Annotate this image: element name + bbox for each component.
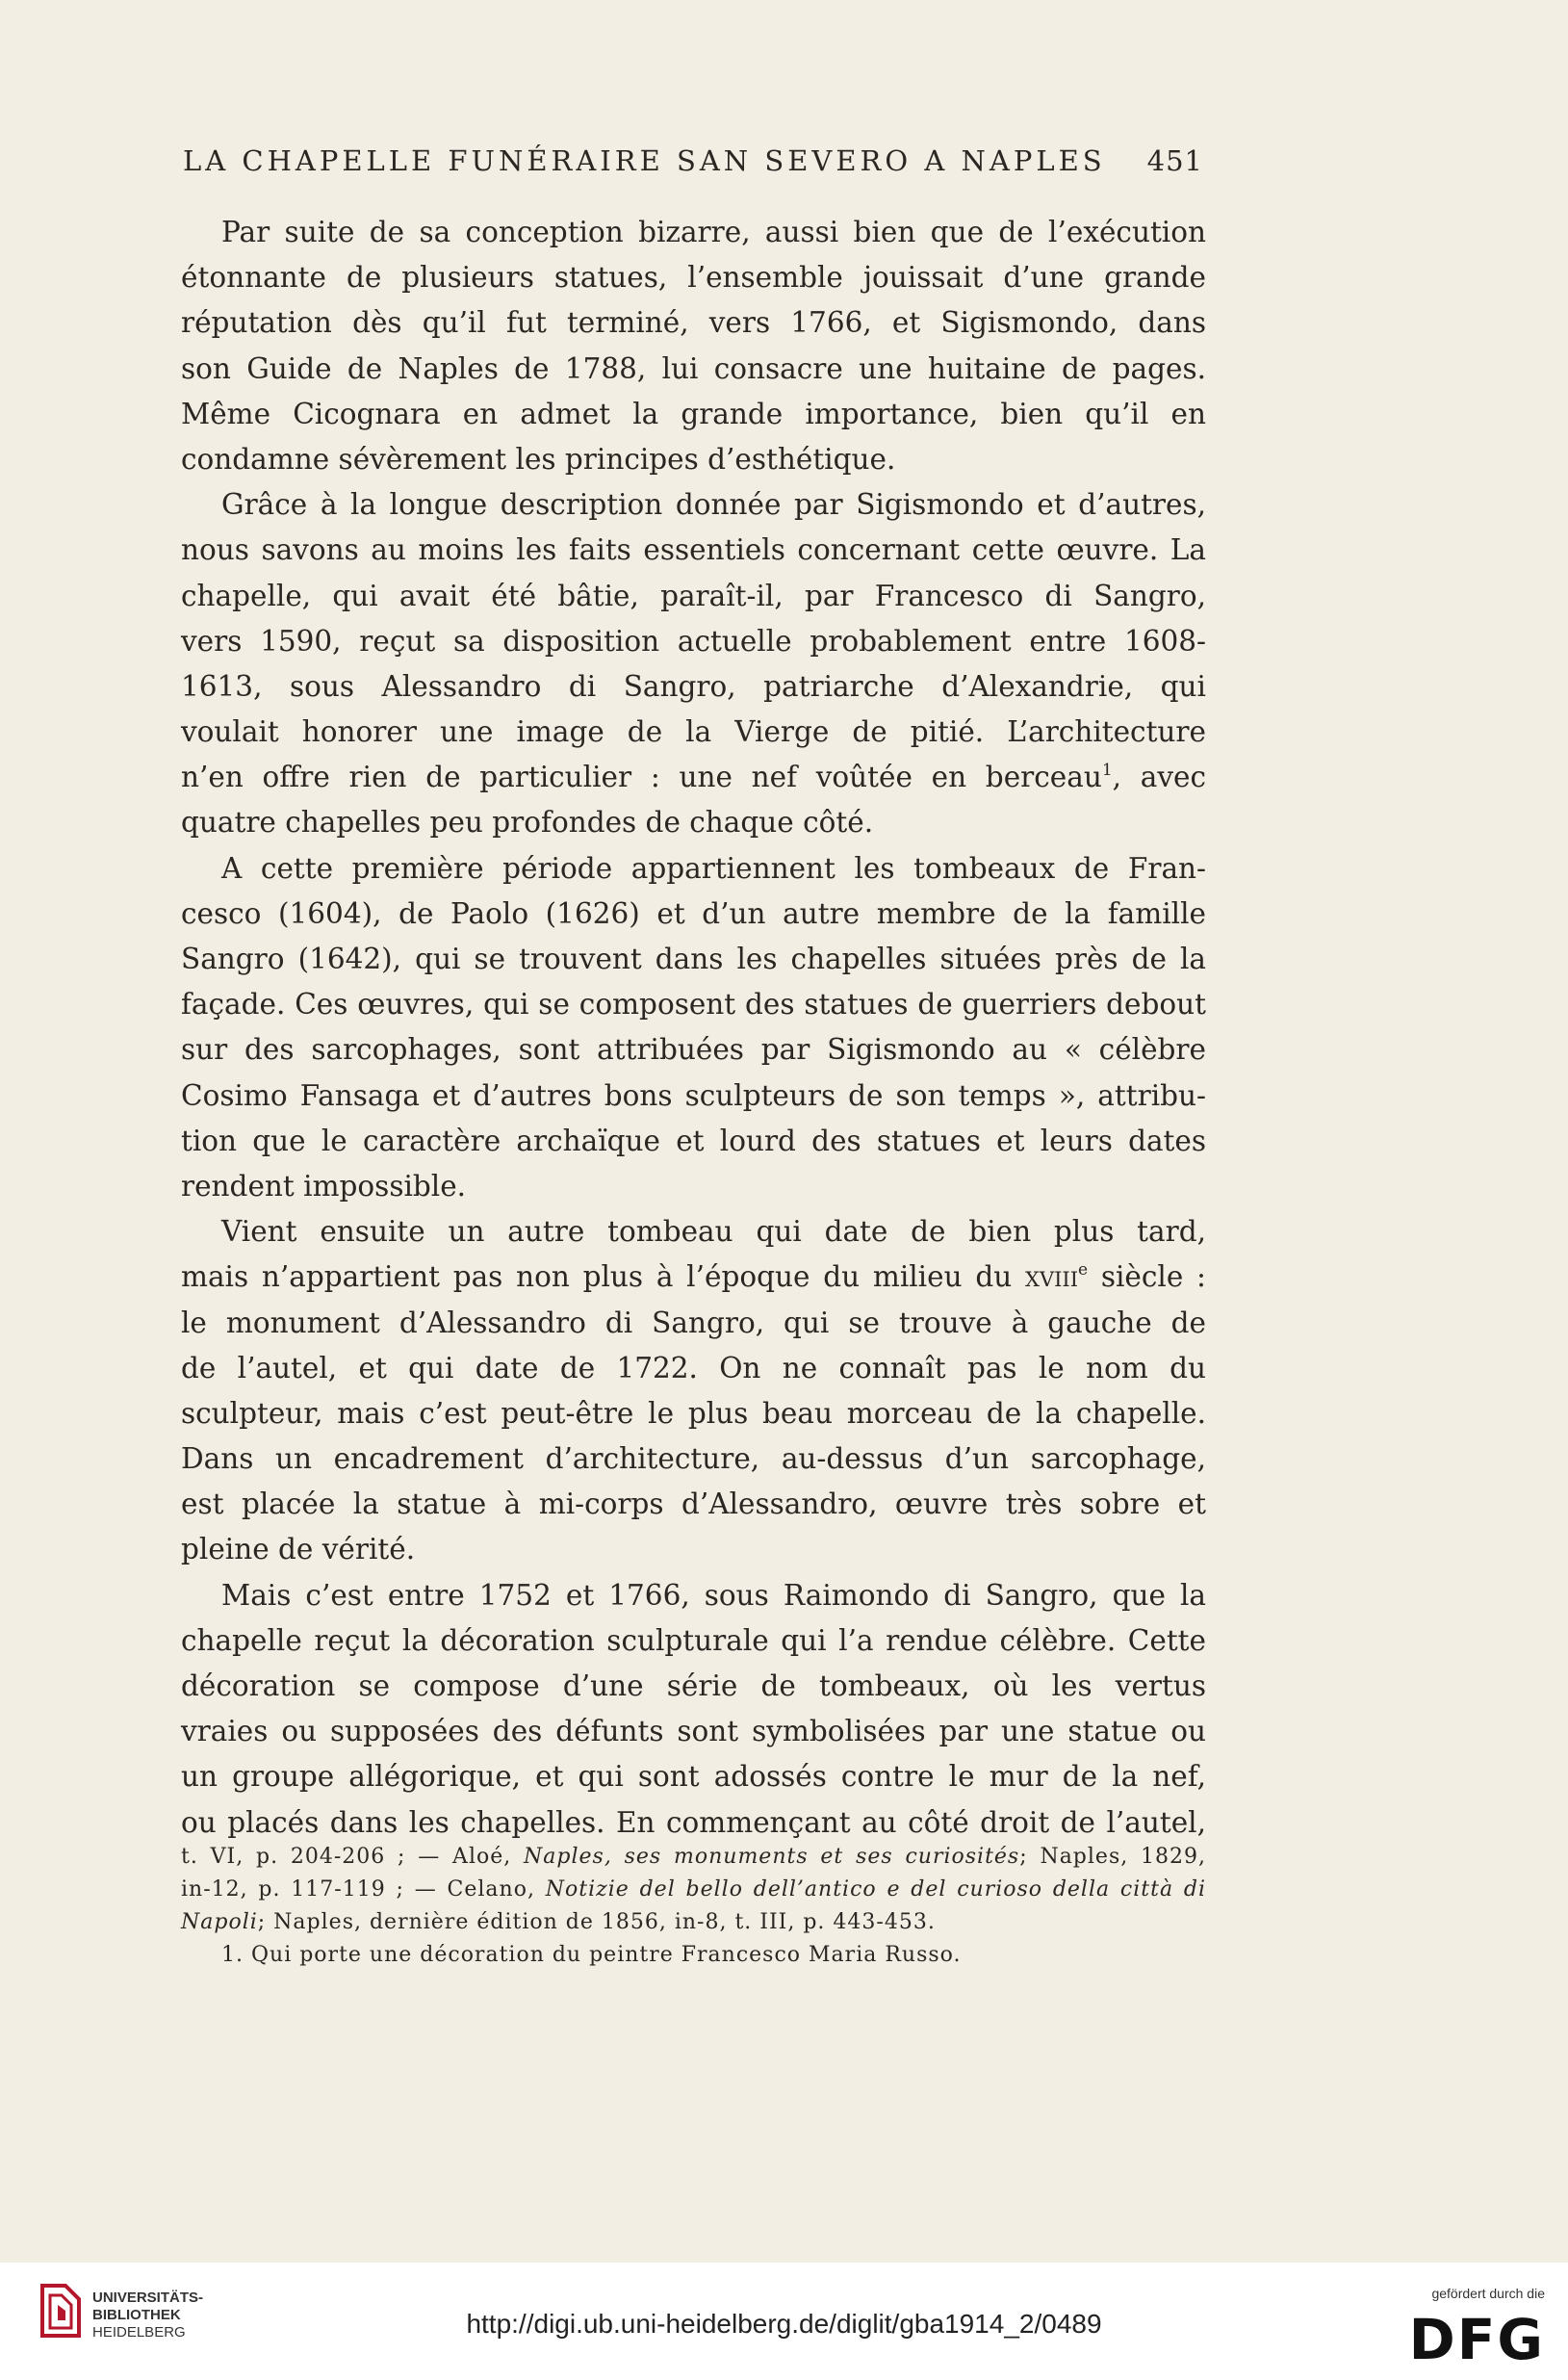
library-line: BIBLIOTHEK xyxy=(92,2307,181,2323)
funder-caption: gefördert durch die xyxy=(1431,2286,1545,2301)
text-line: Dans un encadrement d’architecture, au-dessus d’un sarcophage, xyxy=(181,1442,1206,1476)
library-line: HEIDELBERG xyxy=(92,2324,186,2341)
text-line: un groupe allégorique, et qui sont adossés contre le mur de la nef, xyxy=(181,1760,1206,1794)
text-fragment: ; Naples, dernière édition de 1856, in-8, t. III, p. 443-453. xyxy=(257,1910,936,1934)
text-fragment: t. VI, p. 204-206 ; — Aloé, xyxy=(181,1845,525,1869)
text-line: nous savons au moins les faits essentiels concernant cette œuvre. La xyxy=(181,533,1206,567)
text-fragment: in-12, p. 117-119 ; — Celano, xyxy=(181,1877,546,1901)
text-line: est placée la statue à mi-corps d’Alessandro, œuvre très sobre et xyxy=(181,1488,1206,1521)
text-line: de l’autel, et qui date de 1722. On ne connaît pas le nom du xyxy=(181,1351,1206,1384)
text-fragment: ; Naples, 1829, xyxy=(1019,1845,1206,1869)
text-line: décoration se compose d’une série de tombeaux, où les vertus xyxy=(181,1669,1206,1702)
text-line: quatre chapelles peu profondes de chaque côté. xyxy=(181,806,874,840)
book-title: Notizie del bello dell’antico e del curioso della città di xyxy=(545,1877,1206,1901)
text-line: Sangro (1642), qui se trouvent dans les chapelles situées près de la xyxy=(181,943,1206,975)
text-line: vers 1590, reçut sa disposition actuelle probablement entre 1608- xyxy=(181,624,1206,658)
text-line: ou placés dans les chapelles. En commençant au côté droit de l’autel, xyxy=(181,1805,1206,1839)
text-line: sur des sarcophages, sont attribuées par Sigismondo au « célèbre xyxy=(181,1033,1206,1067)
text-line: le monument d’Alessandro di Sangro, qui se trouve à gauche de xyxy=(181,1306,1206,1339)
footnote-line xyxy=(181,1841,1206,1874)
body-text xyxy=(181,210,1206,1846)
running-title: LA CHAPELLE FUNÉRAIRE SAN SEVERO A NAPLES xyxy=(183,144,1106,177)
footnote-line xyxy=(181,1874,1206,1906)
text-line-with-footnote xyxy=(181,755,1206,800)
text-fragment: n’en offre rien de particulier : une nef voûtée en berceau xyxy=(181,761,1102,794)
text-line: rendent impossible. xyxy=(181,1169,467,1203)
library-line: UNIVERSITÄTS- xyxy=(92,2289,204,2306)
text-line: sculpteur, mais c’est peut-être le plus beau morceau de la chapelle. xyxy=(181,1396,1206,1430)
text-fragment: mais n’appartient pas non plus à l’époque du milieu du xyxy=(181,1260,1025,1294)
text-line: étonnante de plusieurs statues, l’ensemble jouissait d’une grande xyxy=(181,261,1206,295)
text-line: Grâce à la longue description donnée par Sigismondo et d’autres, xyxy=(221,488,1206,522)
text-line: façade. Ces œuvres, qui se composent des statues de guerriers debout xyxy=(181,988,1206,1022)
text-line: chapelle reçut la décoration sculpturale qui l’a rendue célèbre. Cette xyxy=(181,1623,1206,1657)
text-line: pleine de vérité. xyxy=(181,1533,416,1566)
permalink-url[interactable]: http://digi.ub.uni-heidelberg.de/diglit/gba1914_2/0489 xyxy=(466,2309,1102,2339)
text-line: condamne sévèrement les principes d’esthétique. xyxy=(181,442,896,476)
text-line: chapelle, qui avait été bâtie, paraît-il, par Francesco di Sangro, xyxy=(181,579,1206,612)
running-header xyxy=(183,144,1203,177)
century-superscript: e xyxy=(1078,1260,1089,1281)
century-numeral: xviii xyxy=(1025,1260,1079,1294)
text-line-with-century xyxy=(181,1255,1206,1300)
text-line: réputation dès qu’il fut terminé, vers 1766, et Sigismondo, dans xyxy=(181,306,1206,340)
text-line: Mais c’est entre 1752 et 1766, sous Raimondo di Sangro, que la xyxy=(221,1578,1206,1612)
page-number: 451 xyxy=(1146,144,1203,177)
text-line: vraies ou supposées des défunts sont symbolisées par une statue ou xyxy=(181,1715,1206,1748)
text-line: Même Cicognara en admet la grande importance, bien qu’il en xyxy=(181,397,1206,430)
book-title: Napoli xyxy=(181,1910,258,1934)
text-line: Vient ensuite un autre tombeau qui date de bien plus tard, xyxy=(221,1215,1206,1249)
text-line: cesco (1604), de Paolo (1626) et d’un autre membre de la famille xyxy=(181,896,1206,930)
text-line: tion que le caractère archaïque et lourd des statues et leurs dates xyxy=(181,1124,1206,1157)
footnote-1: 1. Qui porte une décoration du peintre Francesco Maria Russo. xyxy=(221,1943,962,1967)
text-fragment: siècle : xyxy=(1088,1260,1206,1294)
text-line: A cette première période appartiennent les tombeaux de Fran- xyxy=(221,851,1206,885)
footnote-line xyxy=(181,1906,1206,1939)
text-line: Cosimo Fansaga et d’autres bons sculpteurs de son temps », attribu- xyxy=(181,1078,1206,1112)
book-title: Naples, ses monuments et ses curiosités xyxy=(524,1845,1020,1869)
text-line: Par suite de sa conception bizarre, aussi bien que de l’exécution xyxy=(221,216,1206,248)
dfg-logo[interactable]: DFG xyxy=(1408,2307,1545,2372)
text-line: voulait honorer une image de la Vierge de pitié. L’architecture xyxy=(181,715,1206,749)
text-line: son Guide de Naples de 1788, lui consacre une huitaine de pages. xyxy=(181,351,1206,385)
text-fragment: , avec xyxy=(1112,761,1206,794)
footnotes xyxy=(181,1841,1206,1972)
footnote-ref: 1 xyxy=(1101,761,1113,781)
text-line: 1613, sous Alessandro di Sangro, patriarche d’Alexandrie, qui xyxy=(181,669,1206,703)
